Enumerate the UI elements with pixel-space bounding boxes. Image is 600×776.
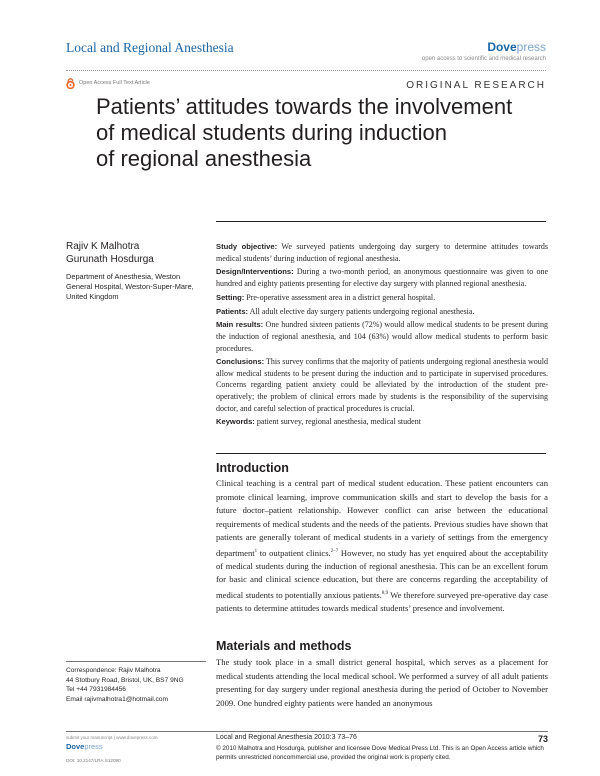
methods-paragraph: The study took place in a small district general hospital, which serves as a placement for medical students attending the local medical school. We performed a survey of all adult patients presenting for day surgery under regional anesthesia during the period of October to November 2009. One hundred eighty patients were handed an anonymous [216,657,548,708]
abstract-text: We surveyed patients undergoing day surgery to determine attitudes towards medical students’ during induction of regional anesthesia. [216,242,548,263]
abstract-label: Setting: [216,292,245,302]
abstract-text: Pre-operative assessment area in a district general hospital. [244,292,436,302]
abstract-text: All adult elective day surgery patients undergoing regional anesthesia. [248,306,475,316]
intro-text: However, no study has yet enquired about the acceptability of medical students during the induction of regional anesthesia. This can be an excellent forum for basic and clinical science education, but there are concerns regarding the acceptability of medical students to potentially anxious patients. [216,547,549,600]
abstract-conclusions [216,356,548,414]
citation-ref: 8,9 [381,590,389,596]
submit-manuscript-link[interactable]: submit your manuscript | www.dovepress.com [66,735,158,740]
doi[interactable]: DOI: 10.2147/LRA.S12090 [66,758,121,763]
publisher-logo-bold: Dove [487,40,517,54]
abstract-text: During a two-month period, an anonymous questionnaire was given to one hundred and eighty patients presenting for elective day surgery with planned regional anesthesia. [216,267,548,288]
title-line-1: Patients’ attitudes towards the involvement [96,94,513,119]
page-number: 73 [537,734,548,744]
footer-rule [66,731,548,732]
abstract-label: Study objective: [216,242,278,251]
abstract-design [216,266,548,289]
author-list [66,240,154,266]
citation-ref: 1 [254,548,258,554]
abstract-objective [216,241,548,264]
abstract-label: Patients: [216,306,249,316]
journal-citation: Local and Regional Anesthesia 2010:3 73–76 [216,734,357,741]
abstract-label: Design/Interventions: [216,267,294,277]
open-access-lock-icon [66,78,75,89]
open-access-label: Open Access Full Text Article [79,80,150,86]
intro-text: We therefore surveyed pre-operative day case patients to determine attitudes towards medical students’ presence and involvement. [216,589,548,614]
abstract-label: Main results: [216,320,264,330]
correspondence-block [66,666,206,704]
author-name: Rajiv K Malhotra [66,241,140,252]
correspondence-phone: Tel +44 7931984456 [66,686,126,694]
article-title [96,94,556,172]
abstract-label: Conclusions: [216,357,265,367]
journal-name: Local and Regional Anesthesia [66,40,234,55]
intro-text: Clinical teaching is a central part of medical student education. These patient encounters can promote clinical learning, improve communication skills and start to develop the basis for a future doctor–patient relationship. However conflict can arise between the educational requirements of medical students and the needs of the patients. Previous studies have shown that patients are generally tolerant of medical students in a variety of settings from the emergency department [216,478,548,558]
introduction-heading: Introduction [216,461,289,475]
copyright-notice: © 2010 Malhotra and Hosdurga, publisher and licensee Dove Medical Press Ltd. This is an Open Access article which permits unrestricted noncommercial use, provided the original work is properly cited. [216,745,544,761]
abstract-setting [216,292,548,304]
methods-heading: Materials and methods [216,639,352,653]
introduction-body [216,477,548,616]
abstract [216,241,548,430]
correspondence-address: 44 Stotbury Road, Bristol, UK, BS7 9NG [66,676,184,684]
introduction-paragraph [216,477,548,616]
footer-logo-bold: Dove [66,742,85,751]
correspondence-name: Correspondence: Rajiv Malhotra [66,667,161,674]
title-line-3: of regional anesthesia [96,146,312,171]
intro-text: to outpatient clinics. [257,547,331,558]
publisher-logo-light: press [516,40,546,54]
abstract-bottom-rule [216,453,546,454]
abstract-label: Keywords: [216,417,255,427]
footer-logo-light: press [84,742,103,751]
publisher-logo [487,40,546,54]
author-name: Gurunath Hosdurga [66,254,154,265]
article-type: ORIGINAL RESEARCH [406,80,546,91]
abstract-text: This survey confirms that the majority of patients undergoing regional anesthesia would allow medical students to be present during the induction and to participate in supervised procedures. Concerns regarding patient anxiety could be alleviated by the introduction of the student pre-operatively; the problem of clinical errors made by students is the responsibility of the supervising doctor, and careful selection of practical procedures is crucial. [216,357,548,413]
citation-ref: 2–7 [330,548,339,554]
title-line-2: of medical students during induction [96,120,447,145]
methods-body [216,656,548,710]
abstract-results [216,319,548,354]
author-affiliation: Department of Anesthesia, Weston General Hospital, Weston-Super-Mare, United Kingdom [66,272,194,301]
abstract-patients [216,306,548,318]
abstract-keywords [216,416,548,428]
abstract-top-rule [216,221,546,222]
publisher-tagline: open access to scientific and medical research [421,56,546,62]
correspondence-email[interactable]: Email rajivmalhotra1@hotmail.com [66,695,168,703]
footer-publisher-logo [66,742,103,751]
correspondence-rule [66,661,206,662]
abstract-text: One hundred sixteen patients (72%) would allow medical students to be present during the induction of regional anesthesia, and 104 (63%) would allow medical students to perform basic procedures. [216,320,549,353]
abstract-text: patient survey, regional anesthesia, medical student [254,417,421,427]
header-divider [66,70,546,71]
